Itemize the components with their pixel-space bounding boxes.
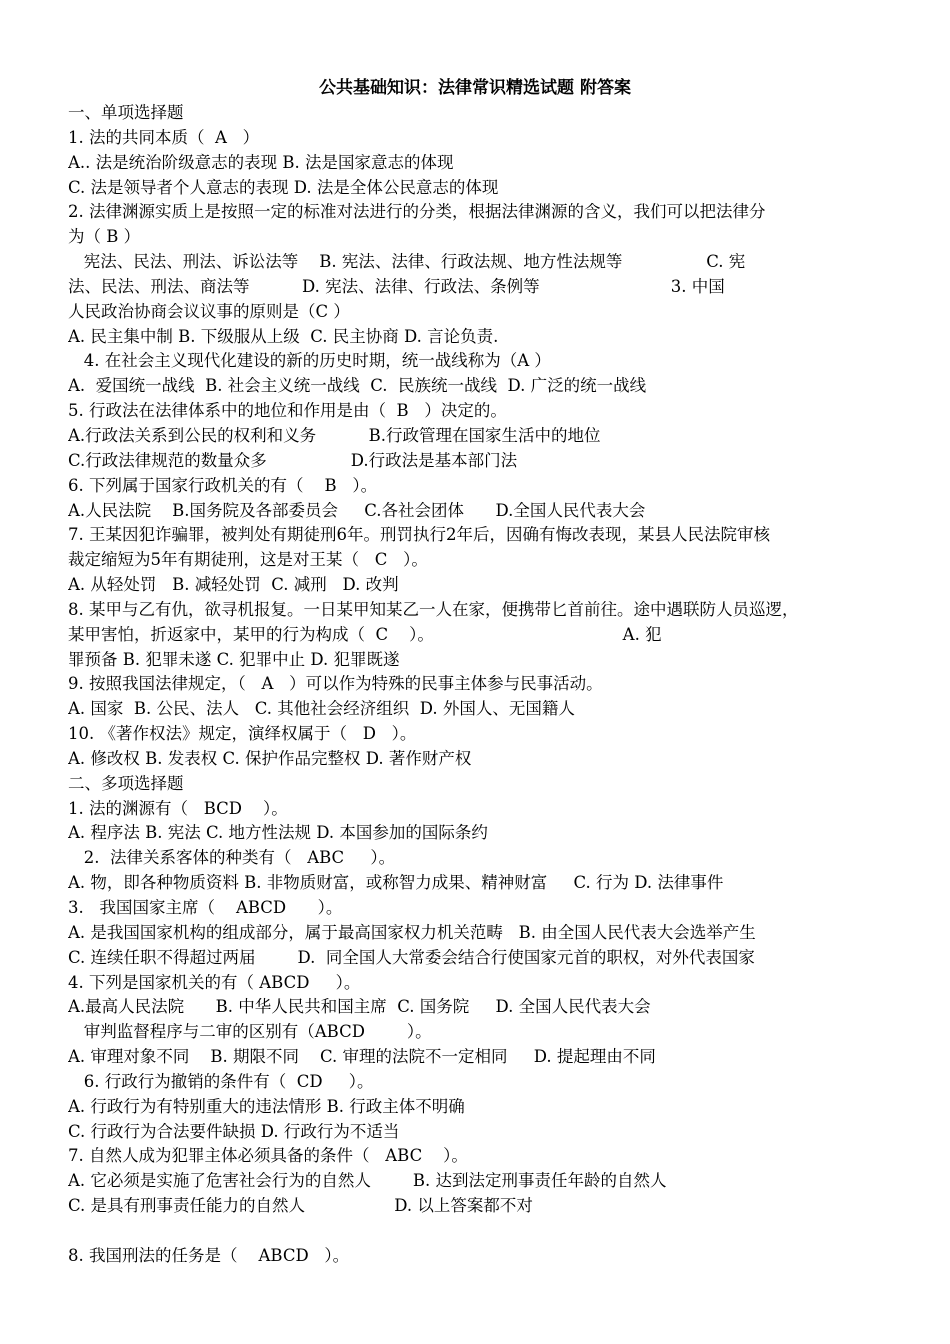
text-line: A.最高人民法院 B. 中华人民共和国主席 C. 国务院 D. 全国人民代表大会	[68, 997, 651, 1017]
text-line: A. 民主集中制 B. 下级服从上级 C. 民主协商 D. 言论负责.	[68, 326, 499, 346]
text-line: A. 修改权 B. 发表权 C. 保护作品完整权 D. 著作财产权	[68, 748, 472, 768]
text-line: 1. 法的共同本质（ A ）	[68, 127, 260, 147]
text-line: 二、多项选择题	[68, 773, 184, 793]
text-line: A. 爱国统一战线 B. 社会主义统一战线 C. 民族统一战线 D. 广泛的统一战线	[68, 376, 647, 396]
text-line: 8. 某甲与乙有仇，欲寻机报复。一日某甲知某乙一人在家，便携带匕首前往。途中遇联防人员巡逻，	[68, 599, 799, 619]
text-line: 一、单项选择题	[68, 103, 184, 122]
text-line: C. 行政行为合法要件缺损 D. 行政行为不适当	[68, 1121, 400, 1141]
text-line: 8. 我国刑法的任务是（ ABCD ）。	[68, 1245, 350, 1265]
text-line: A. 审理对象不同 B. 期限不同 C. 审理的法院不一定相同 D. 提起理由不同	[68, 1047, 656, 1067]
text-line: A. 它必须是实施了危害社会行为的自然人 B. 达到法定刑事责任年龄的自然人	[68, 1171, 667, 1191]
text-line: 罪预备 B. 犯罪未遂 C. 犯罪中止 D. 犯罪既遂	[68, 649, 400, 669]
text-line: 审判监督程序与二审的区别有（ABCD ）。	[68, 1022, 432, 1042]
blank-line	[68, 1219, 888, 1244]
text-line: A.. 法是统治阶级意志的表现 B. 法是国家意志的体现	[68, 152, 454, 172]
text-line: A. 物，即各种物质资料 B. 非物质财富，或称智力成果、精神财富 C. 行为 D. 法律事件	[68, 873, 724, 893]
text-line: 为（ B ）	[68, 227, 141, 247]
text-line: 7. 自然人成为犯罪主体必须具备的条件（ ABC ）。	[68, 1146, 468, 1166]
text-line: 法、民法、刑法、商法等 D. 宪法、法律、行政法、条例等 3. 中国	[68, 276, 725, 296]
text-line: 人民政治协商会议议事的原则是（C ）	[68, 301, 350, 321]
text-line: A. 从轻处罚 B. 减轻处罚 C. 减刑 D. 改判	[68, 575, 399, 595]
text-line: 宪法、民法、刑法、诉讼法等 B. 宪法、法律、行政法规、地方性法规等 C. 宪	[68, 252, 746, 272]
text-line: 4. 在社会主义现代化建设的新的历史时期，统一战线称为（A ）	[68, 351, 551, 371]
text-line: 2. 法律关系客体的种类有（ ABC ）。	[68, 848, 396, 868]
text-line: 10. 《著作权法》规定，演绎权属于（ D ）。	[68, 724, 417, 744]
text-line: 6. 下列属于国家行政机关的有（ B ）。	[68, 475, 378, 495]
text-line: 某甲害怕，折返家中，某甲的行为构成（ C ）。 A. 犯	[68, 624, 662, 644]
text-line: 7. 王某因犯诈骗罪，被判处有期徒刑6年。刑罚执行2年后，因确有悔改表现，某县人民法院审核	[68, 525, 770, 545]
text-line: A. 行政行为有特别重大的违法情形 B. 行政主体不明确	[68, 1096, 465, 1116]
text-line: 5. 行政法在法律体系中的地位和作用是由（ B ）决定的。	[68, 401, 507, 421]
text-line: A.行政法关系到公民的权利和义务 B.行政管理在国家生活中的地位	[68, 425, 601, 445]
text-line: 裁定缩短为5年有期徒刑，这是对王某（ C ）。	[68, 550, 428, 570]
text-line: C.行政法律规范的数量众多 D.行政法是基本部门法	[68, 450, 518, 470]
text-line: 4. 下列是国家机关的有（ ABCD ）。	[68, 972, 361, 992]
text-line: 2. 法律渊源实质上是按照一定的标准对法进行的分类，根据法律渊源的含义，我们可以把法律分	[68, 202, 766, 222]
text-line: C. 连续任职不得超过两届 D. 同全国人大常委会结合行使国家元首的职权，对外代表国家	[68, 947, 755, 967]
document-body	[68, 101, 888, 1269]
document-title: 公共基础知识：法律常识精选试题 附答案	[319, 78, 631, 98]
text-line: C. 是具有刑事责任能力的自然人 D. 以上答案都不对	[68, 1196, 533, 1216]
text-line: 6. 行政行为撤销的条件有（ CD ）。	[68, 1071, 374, 1091]
text-line: A. 程序法 B. 宪法 C. 地方性法规 D. 本国参加的国际条约	[68, 823, 488, 843]
text-line: A.人民法院 B.国务院及各部委员会 C.各社会团体 D.全国人民代表大会	[68, 500, 646, 520]
text-line: 1. 法的渊源有（ BCD ）。	[68, 798, 288, 818]
text-line: C. 法是领导者个人意志的表现 D. 法是全体公民意志的体现	[68, 177, 499, 197]
text-line: A. 是我国国家机构的组成部分，属于最高国家权力机关范畴 B. 由全国人民代表大会选举产生	[68, 922, 756, 942]
text-line: A. 国家 B. 公民、法人 C. 其他社会经济组织 D. 外国人、无国籍人	[68, 699, 575, 719]
text-line: 9. 按照我国法律规定，（ A ）可以作为特殊的民事主体参与民事活动。	[68, 674, 603, 694]
text-line: 3. 我国国家主席（ ABCD ）。	[68, 898, 343, 917]
